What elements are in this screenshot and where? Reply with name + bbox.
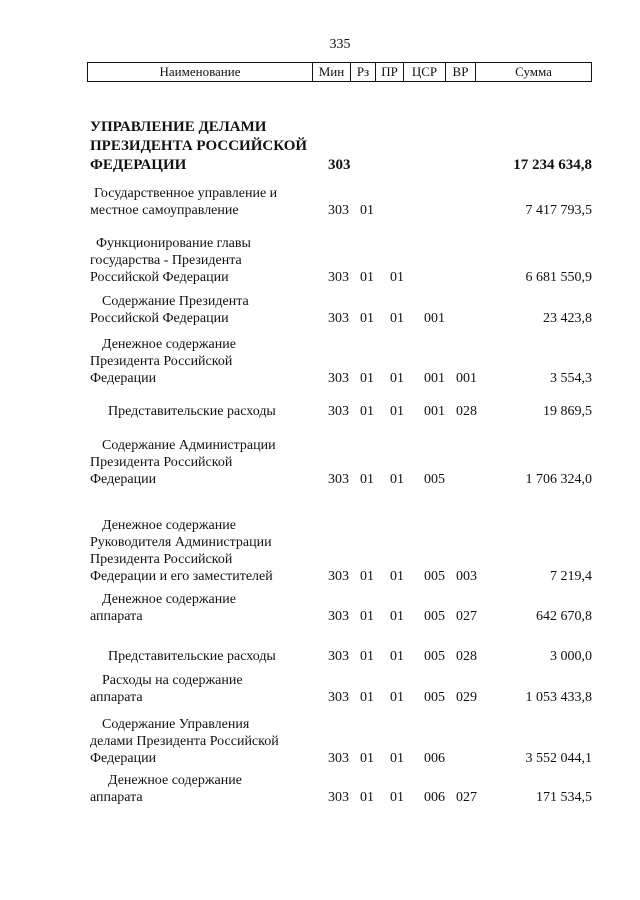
header-name: Наименование: [88, 63, 313, 81]
table-header: [87, 62, 592, 82]
row-name-line: Федерации: [90, 472, 157, 487]
cell-rz: 01: [360, 790, 374, 805]
table-row: [0, 403, 640, 420]
cell-min: 303: [328, 203, 349, 218]
cell-sum: 7 417 793,5: [525, 203, 592, 218]
cell-csr: 001: [424, 311, 445, 326]
cell-csr: 005: [424, 472, 445, 487]
cell-pr: 01: [390, 790, 404, 805]
row-name-line: Президента Российской: [90, 455, 233, 470]
cell-rz: 01: [360, 609, 374, 624]
cell-min: 303: [328, 751, 349, 766]
row-name: [90, 591, 310, 625]
cell-vr: 027: [456, 790, 477, 805]
cell-min: 303: [328, 157, 351, 173]
cell-pr: 01: [390, 751, 404, 766]
cell-rz: 01: [360, 203, 374, 218]
cell-csr: 005: [424, 609, 445, 624]
cell-csr: 006: [424, 790, 445, 805]
row-name-line: государства - Президента: [90, 253, 242, 268]
row-name-line: аппарата: [90, 609, 143, 624]
row-name: [90, 648, 310, 665]
cell-rz: 01: [360, 311, 374, 326]
row-name: [90, 336, 310, 387]
row-name-line: Содержание Администрации: [102, 438, 276, 453]
cell-rz: 01: [360, 649, 374, 664]
cell-csr: 001: [424, 404, 445, 419]
cell-pr: 01: [390, 371, 404, 386]
row-name: [90, 403, 310, 420]
cell-sum: 7 219,4: [550, 569, 592, 584]
row-name-line: Денежное содержание: [102, 337, 236, 352]
cell-sum: 1 053 433,8: [525, 690, 592, 705]
cell-sum: 1 706 324,0: [525, 472, 592, 487]
row-name: [90, 672, 310, 706]
row-name-line: Федерации: [90, 751, 157, 766]
cell-rz: 01: [360, 690, 374, 705]
header-rz: Рз: [351, 63, 376, 81]
cell-sum: 3 552 044,1: [525, 751, 592, 766]
row-name: [90, 517, 310, 585]
cell-min: 303: [328, 472, 349, 487]
cell-sum: 17 234 634,8: [513, 157, 592, 173]
row-name-line: Государственное управление и: [94, 186, 278, 201]
row-name-line: Российской Федерации: [90, 270, 229, 285]
cell-sum: 171 534,5: [536, 790, 592, 805]
cell-pr: 01: [390, 404, 404, 419]
cell-csr: 001: [424, 371, 445, 386]
row-name-line: Президента Российской: [90, 552, 233, 567]
table-row: [0, 118, 640, 175]
cell-csr: 005: [424, 569, 445, 584]
table-row: [0, 716, 640, 767]
row-name-line: Функционирование главы: [96, 236, 251, 251]
table-row: [0, 185, 640, 219]
row-name: [90, 293, 310, 327]
table-row: [0, 772, 640, 806]
row-name-line: ПРЕЗИДЕНТА РОССИЙСКОЙ: [90, 138, 308, 154]
cell-pr: 01: [390, 569, 404, 584]
row-name-line: Денежное содержание: [102, 592, 236, 607]
cell-vr: 029: [456, 690, 477, 705]
cell-rz: 01: [360, 371, 374, 386]
cell-pr: 01: [390, 690, 404, 705]
row-name-line: аппарата: [90, 690, 143, 705]
cell-sum: 3 554,3: [550, 371, 592, 386]
row-name-line: Содержание Президента: [102, 294, 249, 309]
row-name: [90, 716, 310, 767]
table-row: [0, 293, 640, 327]
table-row: [0, 235, 640, 286]
cell-min: 303: [328, 649, 349, 664]
header-vr: ВР: [446, 63, 476, 81]
row-name-line: УПРАВЛЕНИЕ ДЕЛАМИ: [90, 119, 267, 135]
cell-rz: 01: [360, 751, 374, 766]
cell-rz: 01: [360, 270, 374, 285]
cell-vr: 028: [456, 649, 477, 664]
row-name-line: Содержание Управления: [102, 717, 250, 732]
header-pr: ПР: [376, 63, 404, 81]
row-name-line: ФЕДЕРАЦИИ: [90, 157, 187, 173]
cell-pr: 01: [390, 270, 404, 285]
row-name-line: Российской Федерации: [90, 311, 229, 326]
cell-min: 303: [328, 311, 349, 326]
cell-sum: 19 869,5: [543, 404, 592, 419]
row-name-line: делами Президента Российской: [90, 734, 279, 749]
row-name-line: Расходы на содержание: [102, 673, 243, 688]
cell-csr: 006: [424, 751, 445, 766]
row-name: [90, 118, 310, 175]
cell-sum: 6 681 550,9: [525, 270, 592, 285]
cell-sum: 642 670,8: [536, 609, 592, 624]
cell-min: 303: [328, 790, 349, 805]
cell-min: 303: [328, 569, 349, 584]
header-csr: ЦСР: [404, 63, 446, 81]
cell-csr: 005: [424, 690, 445, 705]
row-name-line: Федерации и его заместителей: [90, 569, 273, 584]
row-name-line: Денежное содержание: [108, 773, 242, 788]
cell-min: 303: [328, 609, 349, 624]
cell-vr: 028: [456, 404, 477, 419]
cell-min: 303: [328, 270, 349, 285]
cell-min: 303: [328, 371, 349, 386]
table-row: [0, 336, 640, 387]
table-row: [0, 648, 640, 665]
table-row: [0, 437, 640, 488]
cell-sum: 3 000,0: [550, 649, 592, 664]
table-row: [0, 591, 640, 625]
cell-rz: 01: [360, 569, 374, 584]
cell-csr: 005: [424, 649, 445, 664]
row-name-line: Представительские расходы: [108, 404, 276, 419]
header-min: Мин: [313, 63, 351, 81]
row-name: [90, 772, 310, 806]
cell-pr: 01: [390, 472, 404, 487]
row-name: [90, 437, 310, 488]
cell-rz: 01: [360, 404, 374, 419]
row-name: [90, 185, 310, 219]
row-name-line: аппарата: [90, 790, 143, 805]
cell-min: 303: [328, 690, 349, 705]
row-name: [90, 235, 310, 286]
cell-rz: 01: [360, 472, 374, 487]
row-name-line: Денежное содержание: [102, 518, 236, 533]
cell-vr: 001: [456, 371, 477, 386]
cell-pr: 01: [390, 609, 404, 624]
cell-pr: 01: [390, 311, 404, 326]
row-name-line: Представительские расходы: [108, 649, 276, 664]
cell-vr: 027: [456, 609, 477, 624]
cell-min: 303: [328, 404, 349, 419]
cell-pr: 01: [390, 649, 404, 664]
table-row: [0, 517, 640, 585]
row-name-line: Руководителя Администрации: [90, 535, 272, 550]
table-row: [0, 672, 640, 706]
header-sum: Сумма: [515, 64, 552, 79]
row-name-line: Президента Российской: [90, 354, 233, 369]
row-name-line: Федерации: [90, 371, 157, 386]
row-name-line: местное самоуправление: [90, 203, 239, 218]
page-number: 335: [329, 37, 351, 52]
cell-sum: 23 423,8: [543, 311, 592, 326]
cell-vr: 003: [456, 569, 477, 584]
